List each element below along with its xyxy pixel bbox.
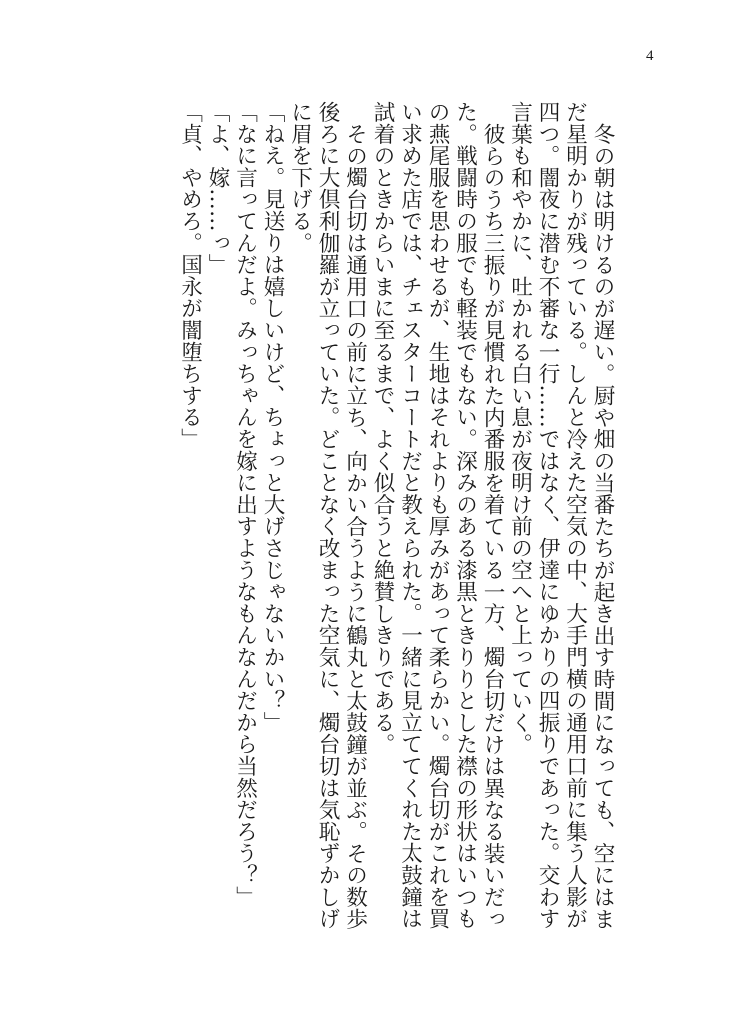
novel-body-text [176, 101, 616, 939]
paragraph-narration-1: 冬の朝は明けるのが遅い。厨や畑の当番たちが起き出す時間になっても、空にはまだ星明かりが残っている。しんと冷えた空気の中、大手門横の通用口前に集う人影が四つ。闇夜に潜む不審な一行……ではなく、伊達にゆかりの四振りであった。交わす言葉も和やかに、吐かれる白い息が夜明け前の空へと上っていく。 [507, 101, 615, 930]
paragraph-narration-3: その燭台切は通用口の前に立ち、向かい合うように鶴丸と太鼓鐘が並ぶ。その数歩後ろに大倶利伽羅が立っていた。どことなく改まった空気に、燭台切は気恥ずかしげに眉を下げる。 [287, 101, 368, 930]
page-number: 4 [646, 48, 654, 64]
dialogue-line-4: 「貞、やめろ。国永が闇堕ちする」 [177, 101, 203, 450]
paragraph-narration-2: 彼らのうち三振りが見慣れた内番服を着ている一方、燭台切だけは異なる装いだった。戦闘時の服でも軽装でもない。深みのある漆黒ときりりとした襟の形状はいつもの燕尾服を思わせるが、生地はそれよりも厚みがあって柔らかい。燭台切がこれを買い求めた店では、チェスターコートだと教えられた。一緒に見立ててくれた太鼓鐘は試着のときからいまに至るまで、よく似合うと絶賛しきりである。 [370, 101, 505, 930]
dialogue-line-2: 「なに言ってんだよ。みっちゃんを嫁に出すようなもんなんだから当然だろう？」 [232, 101, 258, 908]
dialogue-line-1: 「ねえ。見送りは嬉しいけど、ちょっと大げさじゃないかい？」 [260, 101, 285, 734]
dialogue-line-3: 「よ、嫁……っ」 [205, 101, 230, 276]
